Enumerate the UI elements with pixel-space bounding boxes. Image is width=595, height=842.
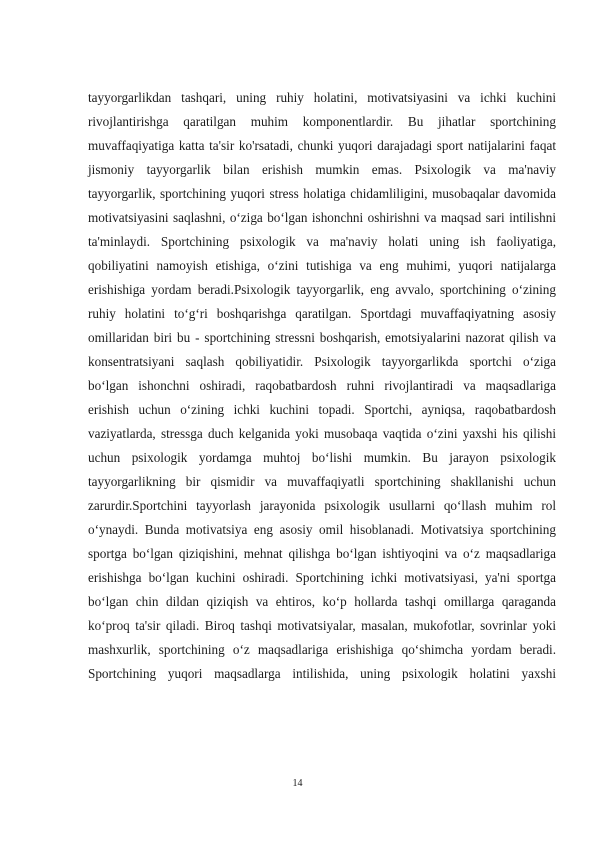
- page-number: 14: [292, 778, 303, 789]
- body-paragraph: tayyorgarlikdan tashqari, uning ruhiy holatini, motivatsiyasini va ichki kuchini rivojlantirishga qaratilgan muhim komponentlardir. Bu jihatlar sportchining muvaffaqiyatiga katta ta'sir ko'rsatadi, chunki yuqori darajadagi sport natijalarini faqat jismoniy tayyorgarlik bilan erishish mumkin emas. Psixologik va ma'naviy tayyorgarlik, sportchining yuqori stress holatiga chidamliligini, musobaqalar davomida motivatsiyasini saqlashni, o‘ziga bo‘lgan ishonchni oshirishni va maqsad sari intilishni ta'minlaydi. Sportchining psixologik va ma'naviy holati uning ish faoliyatiga, qobiliyatini namoyish etishiga, o‘zini tutishiga va eng muhimi, yuqori natijalarga erishishiga yordam beradi.Psixologik tayyorgarlik, eng avvalo, sportchining o‘zining ruhiy holatini to‘g‘ri boshqarishga qaratilgan. Sportdagi muvaffaqiyatning asosiy omillaridan biri bu - sportchining stressni boshqarish, emotsiyalarini nazorat qilish va konsentratsiyani saqlash qobiliyatidir. Psixologik tayyorgarlikda sportchi o‘ziga bo‘lgan ishonchni oshiradi, raqobatbardosh ruhni rivojlantiradi va maqsadlariga erishish uchun o‘zining ichki kuchini topadi. Sportchi, ayniqsa, raqobatbardosh vaziyatlarda, stressga duch kelganida yoki musobaqa vaqtida o‘zini yaxshi his qilishi uchun psixologik yordamga muhtoj bo‘lishi mumkin. Bu jarayon psixologik tayyorgarlikning bir qismidir va muvaffaqiyatli sportchining shakllanishi uchun zarurdir.Sportchini tayyorlash jarayonida psixologik usullarni qo‘llash muhim rol o‘ynaydi. Bunda motivatsiya eng asosiy omil hisoblanadi. Motivatsiya sportchining sportga bo‘lgan qiziqishini, mehnat qilishga bo‘lgan ishtiyoqini va o‘z maqsadlariga erishishga bo‘lgan kuchini oshiradi. Sportchining ichki motivatsiyasi, ya'ni sportga bo‘lgan chin dildan qiziqish va ehtiros, ko‘p hollarda tashqi omillarga qaraganda ko‘proq ta'sir qiladi. Biroq tashqi motivatsiyalar, masalan, mukofotlar, sovrinlar yoki mashxurlik, sportchining o‘z maqsadlariga erishishiga qo‘shimcha yordam beradi. Sportchining yuqori maqsadlarga intilishida, uning psixologik holatini yaxshi: [88, 90, 556, 681]
